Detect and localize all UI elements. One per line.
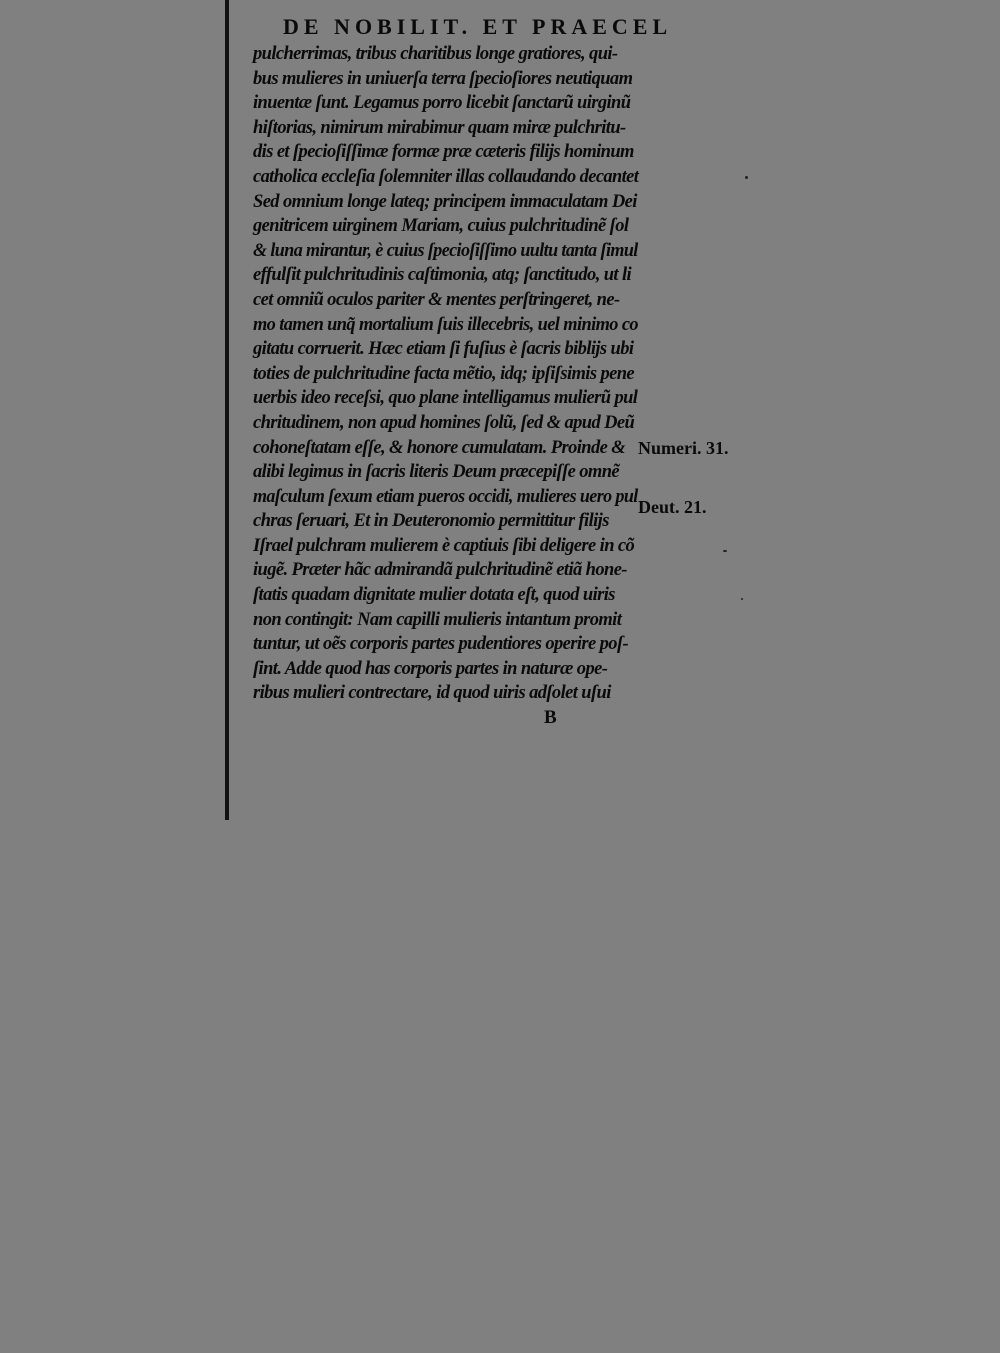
text-line: dis et ſpecioſiſſimæ formæ præ cæteris filijs hominum (253, 142, 634, 163)
ink-speck (745, 176, 748, 179)
text-line: iugẽ. Præter hãc admirandã pulchritudinẽ etiã hone- (253, 560, 627, 581)
text-line: mo tamen unq̃ mortalium ſuis illecebris, uel minimo co (253, 314, 638, 335)
text-line: catholica eccleſia ſolemniter illas collaudando decantet (253, 166, 639, 187)
text-line: cet omniũ oculos pariter & mentes perſtringeret, ne- (253, 289, 620, 310)
text-line: ſtatis quadam dignitate mulier dotata eſt, quod uiris (253, 585, 615, 606)
ink-speck (741, 598, 743, 600)
text-line: Sed omnium longe lateq; principem immaculatam Dei (253, 191, 637, 212)
text-line: gitatu corruerit. Hæc etiam ſi fuſius è ſacris biblijs ubi (253, 339, 634, 360)
text-line: chritudinem, non apud homines ſolũ, ſed & apud Deũ (253, 412, 635, 433)
text-line: uerbis ideo receſsi, quo plane intelligamus mulierũ pul (253, 388, 638, 409)
text-line: cohoneſtatam eſſe, & honore cumulatam. Proinde & (253, 437, 626, 458)
ink-speck (723, 550, 727, 552)
text-line: bus mulieres in uniuerſa terra ſpecioſiores neutiquam (253, 68, 633, 89)
text-line: genitricem uirginem Mariam, cuius pulchritudinẽ ſol (253, 216, 629, 237)
text-line: toties de pulchritudine facta mẽtio, idq; ipſiſsimis pene (253, 363, 635, 384)
binding-rule (225, 0, 229, 820)
text-line: ribus mulieri contrectare, id quod uiris adſolet uſui (253, 683, 611, 704)
running-head: DE NOBILIT. ET PRAECEL (283, 14, 673, 39)
text-line: chras ſeruari, Et in Deuteronomio permittitur filijs (253, 511, 609, 532)
text-line: maſculum ſexum etiam pueros occidi, mulieres uero pul (253, 486, 638, 507)
margin-note: Deut. 21. (638, 497, 707, 517)
text-line: alibi legimus in ſacris literis Deum præcepiſſe omnẽ (253, 462, 620, 483)
text-line: tuntur, ut oẽs corporis partes pudentiores operire poſ- (253, 634, 629, 655)
signature-mark: B (544, 707, 557, 728)
text-line: hiſtorias, nimirum mirabimur quam miræ pulchritu- (253, 117, 626, 138)
text-line: Iſrael pulchram mulierem è captiuis ſibi deligere in cõ (253, 535, 635, 556)
text-line: & luna mirantur, è cuius ſpecioſiſſimo uultu tanta ſimul (253, 240, 638, 261)
text-line: inuentæ ſunt. Legamus porro licebit ſanctarũ uirginũ (253, 93, 631, 114)
text-block (253, 42, 638, 706)
text-line: effulſit pulchritudinis caſtimonia, atq; ſanctitudo, ut li (253, 265, 632, 286)
margin-note: Numeri. 31. (638, 438, 729, 458)
text-line: pulcherrimas, tribus charitibus longe gratiores, qui- (253, 44, 618, 64)
text-line: ſint. Adde quod has corporis partes in naturæ ope- (253, 658, 608, 679)
text-line: non contingit: Nam capilli mulieris intantum promit (253, 609, 622, 630)
